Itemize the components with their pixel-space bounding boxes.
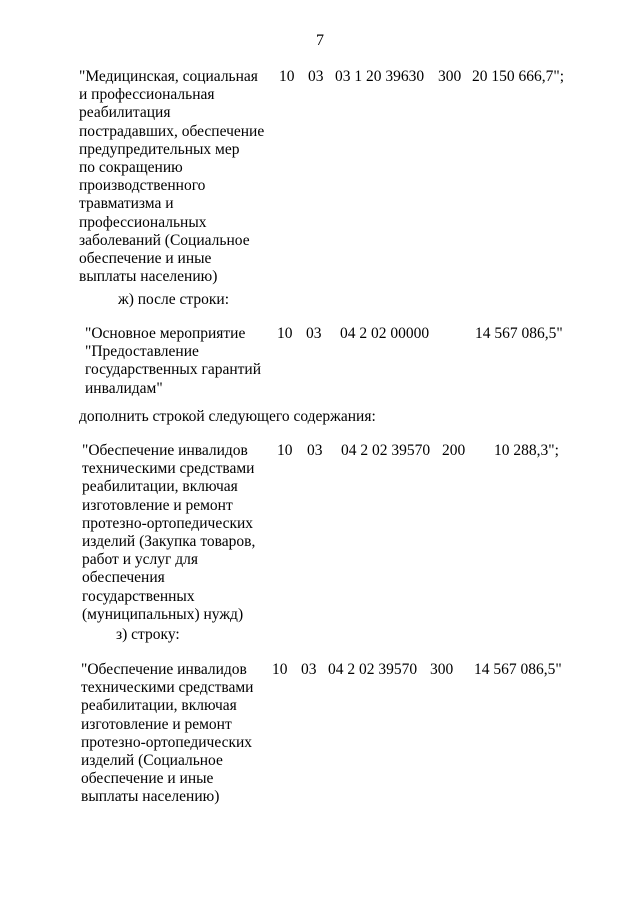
row-subsection-code: 03 [308,68,324,85]
row-subsection-code: 03 [301,661,317,678]
row-target-article: 04 2 02 00000 [340,325,430,342]
row-expense-type: 300 [430,661,454,678]
row-amount: 14 567 086,5" [474,661,562,678]
row-section-code: 10 [277,442,293,459]
row-description: "Медицинская, социальная и профессиональная реабилитация пострадавших, обеспечение предупредительных мер по сокращению производственного травматизма и профессиональных заболеваний (Социальное обеспечение и иные выплаты населению) [79,68,265,286]
row-amount: 14 567 086,5" [475,325,563,342]
row-target-article: 04 2 02 39570 [328,661,418,678]
row-subsection-code: 03 [306,325,322,342]
row-description: "Основное мероприятие "Предоставление государственных гарантий инвалидам" [85,325,261,397]
row-target-article: 03 1 20 39630 [335,68,425,85]
row-description: "Обеспечение инвалидов техническими средствами реабилитации, включая изготовление и ремонт протезно-ортопедических изделий (Закупка товаров, работ и услуг для обеспечения государственных (муниципальных) нужд) [82,442,256,623]
row-target-article: 04 2 02 39570 [341,442,431,459]
instruction-z: з) строку: [116,626,180,643]
row-section-code: 10 [277,325,293,342]
row-section-code: 10 [279,68,295,85]
instruction-supplement: дополнить строкой следующего содержания: [79,408,376,425]
row-subsection-code: 03 [307,442,323,459]
instruction-zh: ж) после строки: [118,291,230,308]
row-amount: 20 150 666,7"; [472,68,565,85]
row-description: "Обеспечение инвалидов техническими средствами реабилитации, включая изготовление и ремонт протезно-ортопедических изделий (Социальное обеспечение и иные выплаты населению) [81,661,254,806]
row-expense-type: 200 [442,442,466,459]
row-amount: 10 288,3"; [494,442,559,459]
page-number: 7 [316,32,324,49]
row-expense-type: 300 [438,68,462,85]
row-section-code: 10 [272,661,288,678]
